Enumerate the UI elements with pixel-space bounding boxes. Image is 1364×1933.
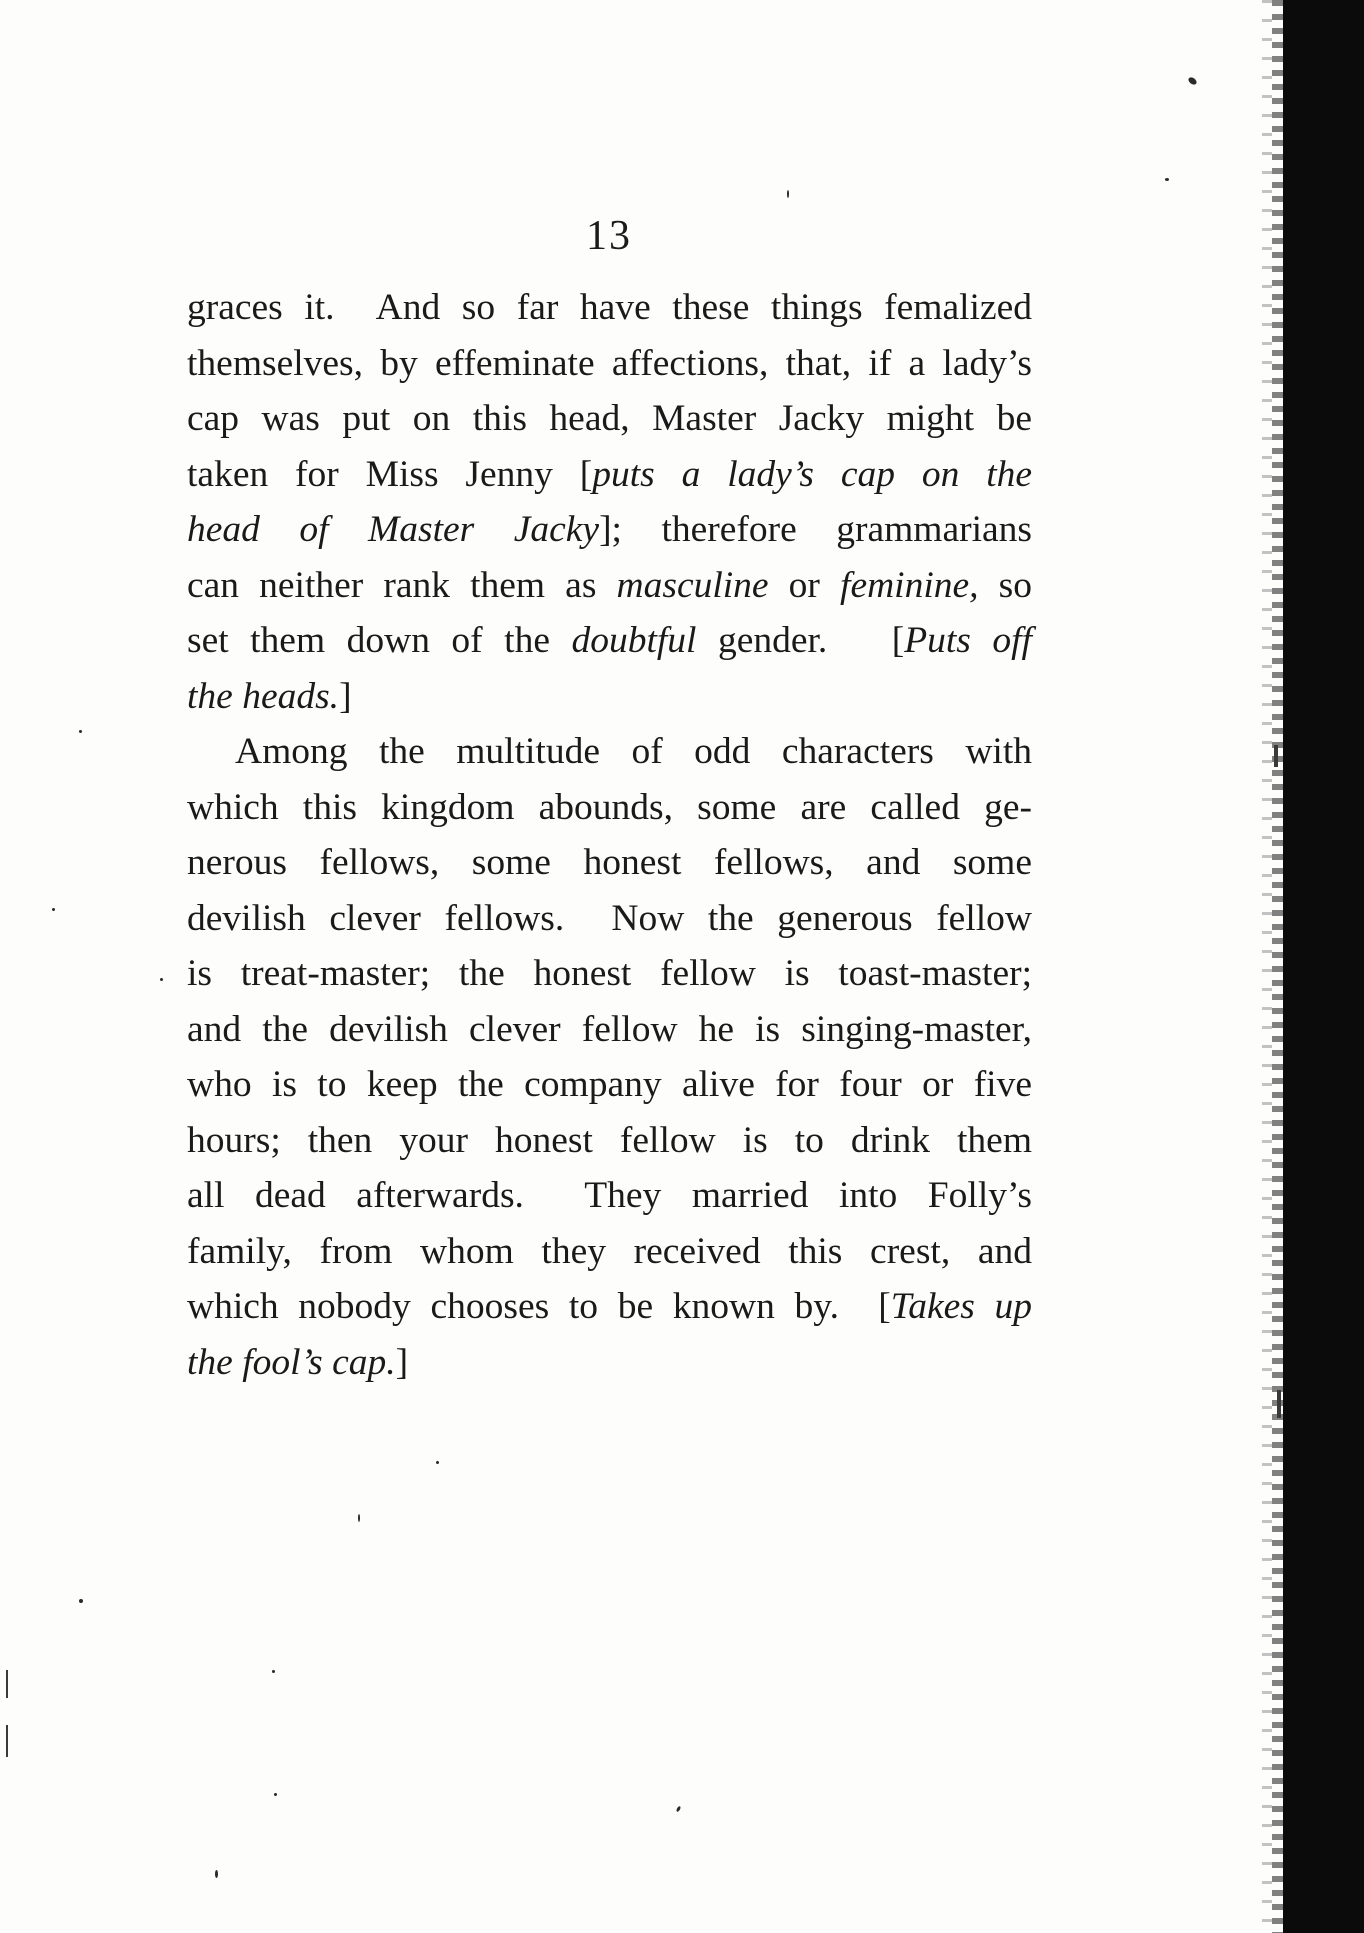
scan-speck — [160, 978, 163, 981]
text-line: the fool’s cap.] — [187, 1341, 409, 1383]
text-line: all dead afterwards. They married into Folly’s — [187, 1175, 1032, 1216]
scan-speck — [436, 1461, 439, 1464]
paragraph-1 — [187, 280, 1032, 724]
text-line: taken for Miss Jenny [puts a lady’s cap on the — [187, 453, 1033, 495]
scan-speck — [272, 1670, 275, 1673]
text-line: which this kingdom abounds, some are called ge- — [187, 786, 1032, 828]
scan-speck — [52, 908, 55, 911]
text-line: is treat-master; the honest fellow is toast-master; — [187, 953, 1032, 994]
text-line: Among the multitude of odd characters with — [235, 731, 1032, 772]
text-line: nerous fellows, some honest fellows, and some — [187, 842, 1032, 883]
text-line: cap was put on this head, Master Jacky might be — [187, 398, 1032, 439]
text-line: head of Master Jacky]; therefore grammarians — [187, 509, 1032, 550]
scan-speck — [1165, 178, 1169, 181]
text-line: and the devilish clever fellow he is singing-master, — [187, 1008, 1032, 1050]
text-line: set them down of the doubtful gender. [Puts off — [187, 620, 1032, 661]
text-line: family, from whom they received this crest, and — [187, 1230, 1032, 1272]
scan-mark — [1274, 745, 1278, 767]
scan-speck — [358, 1514, 360, 1522]
scan-mark — [6, 1670, 8, 1698]
scan-speck — [79, 730, 82, 733]
scan-mark — [6, 1725, 8, 1757]
text-line: graces it. And so far have these things femalized — [187, 287, 1032, 328]
body-text — [187, 280, 1032, 1390]
text-line: hours; then your honest fellow is to drink them — [187, 1119, 1032, 1161]
book-binding-edge — [1283, 0, 1364, 1933]
scan-speck — [274, 1793, 277, 1796]
text-line: can neither rank them as masculine or feminine, so — [187, 564, 1032, 606]
scan-speck — [787, 190, 789, 198]
text-line: the heads.] — [187, 675, 352, 717]
binding-shadow — [1262, 0, 1272, 1933]
scan-mark — [1277, 1390, 1281, 1418]
text-line: devilish clever fellows. Now the generous fellow — [187, 897, 1032, 939]
scan-speck — [676, 1806, 682, 1813]
text-line: themselves, by effeminate affections, that, if a lady’s — [187, 342, 1032, 384]
text-line: who is to keep the company alive for four or five — [187, 1064, 1032, 1105]
text-line: which nobody chooses to be known by. [Takes up — [187, 1286, 1032, 1327]
scan-speck — [215, 1870, 218, 1878]
scan-speck — [79, 1599, 83, 1603]
paragraph-2 — [187, 724, 1032, 1390]
scan-speck — [1187, 76, 1198, 86]
page-number: 13 — [586, 213, 632, 259]
